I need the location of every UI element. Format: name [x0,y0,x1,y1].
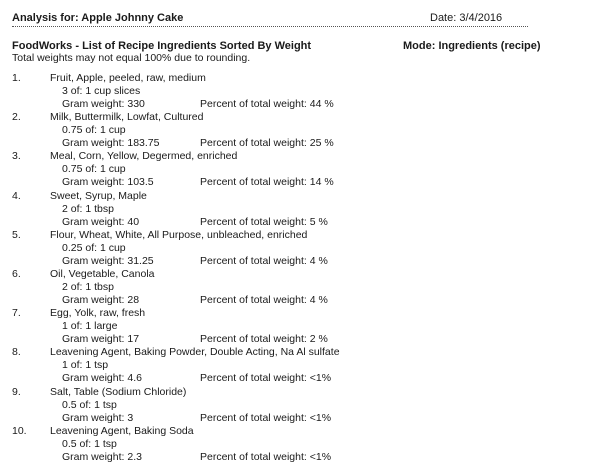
rounding-note: Total weights may not equal 100% due to rounding. [12,52,251,64]
ingredient-quantity: 3 of: 1 cup slices [62,85,141,97]
ingredient-item [12,190,572,229]
ingredient-item [12,229,572,268]
ingredient-name: Fruit, Apple, peeled, raw, medium [50,72,206,84]
percent-of-total: Percent of total weight: <1% [200,450,332,463]
gram-weight: Gram weight: 103.5 [62,176,154,189]
ingredient-quantity: 2 of: 1 tbsp [62,280,114,293]
report-title: FoodWorks - List of Recipe Ingredients Sorted By Weight [12,40,312,52]
ingredient-item [12,346,572,385]
ingredient-number: 9. [12,385,21,398]
ingredient-item [12,111,572,150]
percent-of-total: Percent of total weight: 5 % [200,215,328,228]
gram-weight: Gram weight: 17 [62,333,140,346]
ingredient-item [12,72,572,111]
ingredient-number: 5. [12,228,21,241]
gram-weight: Gram weight: 40 [62,215,140,228]
percent-of-total: Percent of total weight: 25 % [200,137,334,150]
ingredient-number: 7. [12,307,21,320]
ingredient-name: Sweet, Syrup, Maple [50,189,147,202]
percent-of-total: Percent of total weight: 4 % [200,293,328,306]
ingredient-name: Oil, Vegetable, Canola [50,267,155,280]
ingredient-number: 2. [12,111,21,124]
analysis-header [12,12,527,24]
ingredient-number: 6. [12,267,21,280]
percent-of-total: Percent of total weight: 44 % [200,98,334,110]
ingredient-number: 10. [12,424,27,437]
percent-of-total: Percent of total weight: 2 % [200,333,328,346]
ingredient-item [12,307,572,346]
ingredient-name: Flour, Wheat, White, All Purpose, unbleached, enriched [50,228,308,241]
ingredient-quantity: 1 of: 1 large [62,320,118,333]
ingredient-quantity: 0.5 of: 1 tsp [62,437,117,450]
gram-weight: Gram weight: 3 [62,411,134,424]
ingredient-number: 1. [12,72,21,84]
ingredient-number: 8. [12,346,21,359]
percent-of-total: Percent of total weight: <1% [200,411,332,424]
ingredient-name: Egg, Yolk, raw, fresh [50,307,146,320]
ingredient-quantity: 2 of: 1 tbsp [62,202,114,215]
ingredient-number: 4. [12,189,21,202]
report-mode: Mode: Ingredients (recipe) [403,40,541,52]
ingredient-name: Leavening Agent, Baking Powder, Double Acting, Na Al sulfate [50,346,340,359]
report-date: Date: 3/4/2016 [430,12,503,24]
ingredient-item [12,386,572,425]
header-divider [12,26,528,27]
ingredient-name: Salt, Table (Sodium Chloride) [50,385,187,398]
gram-weight: Gram weight: 28 [62,293,140,306]
ingredient-item [12,425,572,464]
percent-of-total: Percent of total weight: 14 % [200,176,334,189]
ingredient-name: Meal, Corn, Yellow, Degermed, enriched [50,150,238,163]
gram-weight: Gram weight: 183.75 [62,137,160,150]
ingredient-item [12,268,572,307]
percent-of-total: Percent of total weight: <1% [200,372,332,385]
ingredient-quantity: 0.5 of: 1 tsp [62,398,117,411]
gram-weight: Gram weight: 330 [62,98,145,110]
gram-weight: Gram weight: 31.25 [62,254,154,267]
ingredient-quantity: 0.75 of: 1 cup [62,163,126,176]
gram-weight: Gram weight: 2.3 [62,450,142,463]
ingredient-name: Milk, Buttermilk, Lowfat, Cultured [50,111,204,124]
gram-weight: Gram weight: 4.6 [62,372,142,385]
ingredient-list [12,72,572,464]
ingredient-quantity: 1 of: 1 tsp [62,359,109,372]
ingredient-number: 3. [12,150,21,163]
ingredient-quantity: 0.75 of: 1 cup [62,124,126,137]
ingredient-name: Leavening Agent, Baking Soda [50,424,194,437]
percent-of-total: Percent of total weight: 4 % [200,254,328,267]
ingredient-quantity: 0.25 of: 1 cup [62,241,126,254]
analysis-title: Analysis for: Apple Johnny Cake [12,12,184,24]
ingredient-item [12,150,572,189]
